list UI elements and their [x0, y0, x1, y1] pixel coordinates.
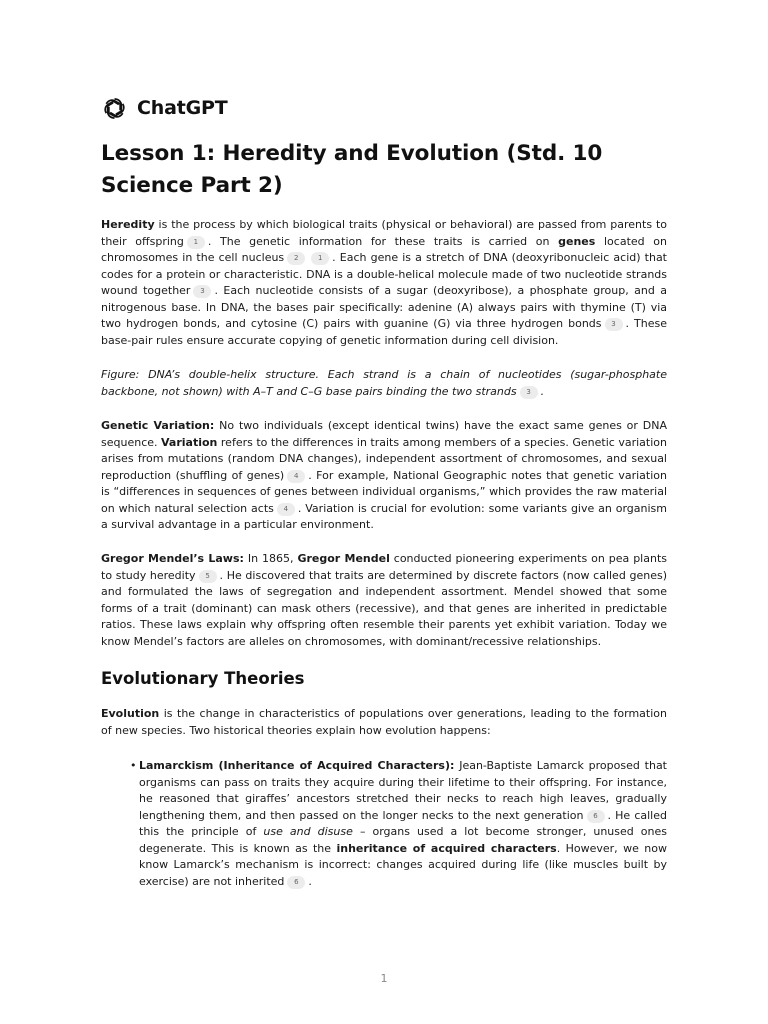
citation-badge[interactable]: 2	[287, 252, 305, 265]
mendel-heading: Gregor Mendel’s Laws:	[101, 552, 244, 565]
text: Figure: DNA’s double-helix structure. Each strand is a chain of nucleotides (sugar-phosphate backbone, not shown) with A–T and C–G base pairs binding the two strands	[101, 368, 667, 398]
heredity-term: Heredity	[101, 218, 155, 231]
citation-badge[interactable]: 1	[311, 252, 329, 265]
text: No two individuals (except identical twins) have the exact same genes or DNA sequence.	[101, 419, 668, 449]
variation-paragraph	[101, 418, 667, 534]
text: – organs used a lot become stronger, unused ones degenerate. This is known as the	[139, 825, 668, 855]
text: is the change in characteristics of populations over generations, leading to the formation of new species. Two historical theories explain how evolution happens:	[101, 707, 667, 737]
heredity-paragraph	[101, 217, 667, 349]
text: . These base-pair rules ensure accurate copying of genetic information during cell division.	[101, 317, 667, 347]
text: located on chromosomes in the cell nucleus	[101, 234, 667, 264]
text: refers to the differences in traits among members of a species. Genetic variation arises from mutations (random DNA changes), independent assortment of chromosomes, and sexual reproduction (shuffling of genes)	[101, 435, 667, 482]
text: . Each gene is a stretch of DNA (deoxyribonucleic acid) that codes for a protein or characteristic. DNA is a double-helical molecule made of two nucleotide strands wound together	[101, 251, 667, 297]
text: conducted pioneering experiments on pea plants to study heredity	[101, 552, 667, 582]
citation-badge[interactable]: 4	[287, 470, 305, 483]
text: .	[308, 874, 312, 888]
lamarck-list-item	[139, 758, 667, 890]
text: In 1865,	[243, 552, 298, 565]
mendel-paragraph	[101, 551, 667, 650]
citation-badge[interactable]: 4	[277, 503, 295, 516]
variation-heading: Genetic Variation:	[101, 419, 215, 432]
evolution-paragraph	[101, 706, 667, 739]
brand-name: ChatGPT	[137, 97, 228, 119]
openai-logo-icon	[101, 95, 128, 122]
page-title: Lesson 1: Heredity and Evolution (Std. 10 Science Part 2)	[101, 141, 603, 198]
bullet-marker: •	[130, 759, 137, 772]
citation-badge[interactable]: 6	[587, 810, 605, 823]
text: . Variation is crucial for evolution: some variants give an organism a survival advantage in a particular environment.	[101, 501, 667, 531]
text: . Each nucleotide consists of a sugar (deoxyribose), a phosphate group, and a nitrogenous base. In DNA, the bases pair specifically: adenine (A) always pairs with thymine (T) via two hydrogen bonds, and cytosine (C) pairs with guanine (G) via three hydrogen bonds	[101, 284, 667, 330]
lamarck-heading: Lamarckism (Inheritance of Acquired Characters):	[139, 759, 455, 772]
text: . For example, National Geographic notes that genetic variation is “differences in sequences of genes between individual organisms,” which provides the raw material on which natural selection acts	[101, 468, 667, 515]
brand-header	[101, 94, 227, 122]
text: . However, we now know Lamarck’s mechanism is incorrect: changes acquired during life (like muscles built by exercise) are not inherited	[139, 841, 667, 888]
figure-caption	[101, 367, 667, 400]
genes-term: genes	[558, 234, 596, 248]
citation-badge[interactable]: 3	[193, 285, 211, 298]
text: is the process by which biological traits (physical or behavioral) are passed from parents to their offspring	[101, 218, 667, 248]
section-heading: Evolutionary Theories	[101, 669, 305, 688]
variation-term: Variation	[161, 435, 218, 449]
text: . He discovered that traits are determined by discrete factors (now called genes) and formulated the laws of segregation and independent assortment. Mendel showed that some forms of a trait (dominant) can mask others (recessive), and that genes are inherited in predictable ratios. These laws explain why offspring often resemble their parents yet exhibit variation. Today we know Mendel’s factors are alleles on chromosomes, with dominant/recessive relationships.	[101, 568, 667, 648]
text: . The genetic information for these traits is carried on	[207, 234, 559, 248]
text: Jean-Baptiste Lamarck proposed that organisms can pass on traits they acquire during their lifetime to their offspring. For instance, he reasoned that giraffes’ ancestors stretched their necks to reach high leaves, gradually lengthening them, and then passed on the longer necks to the next generation	[139, 759, 667, 822]
acquired-characters-term: inheritance of acquired characters	[336, 841, 557, 855]
evolution-term: Evolution	[101, 707, 160, 720]
citation-badge[interactable]: 6	[287, 876, 305, 889]
citation-badge[interactable]: 1	[187, 236, 205, 249]
use-and-disuse-phrase: use and disuse	[263, 825, 353, 838]
text: .	[540, 384, 545, 398]
mendel-name: Gregor Mendel	[297, 552, 390, 565]
page-number: 1	[380, 972, 388, 985]
citation-badge[interactable]: 5	[199, 570, 217, 583]
citation-badge[interactable]: 3	[605, 318, 623, 331]
text: . He called this the principle of	[139, 808, 667, 838]
citation-badge[interactable]: 3	[520, 386, 538, 399]
